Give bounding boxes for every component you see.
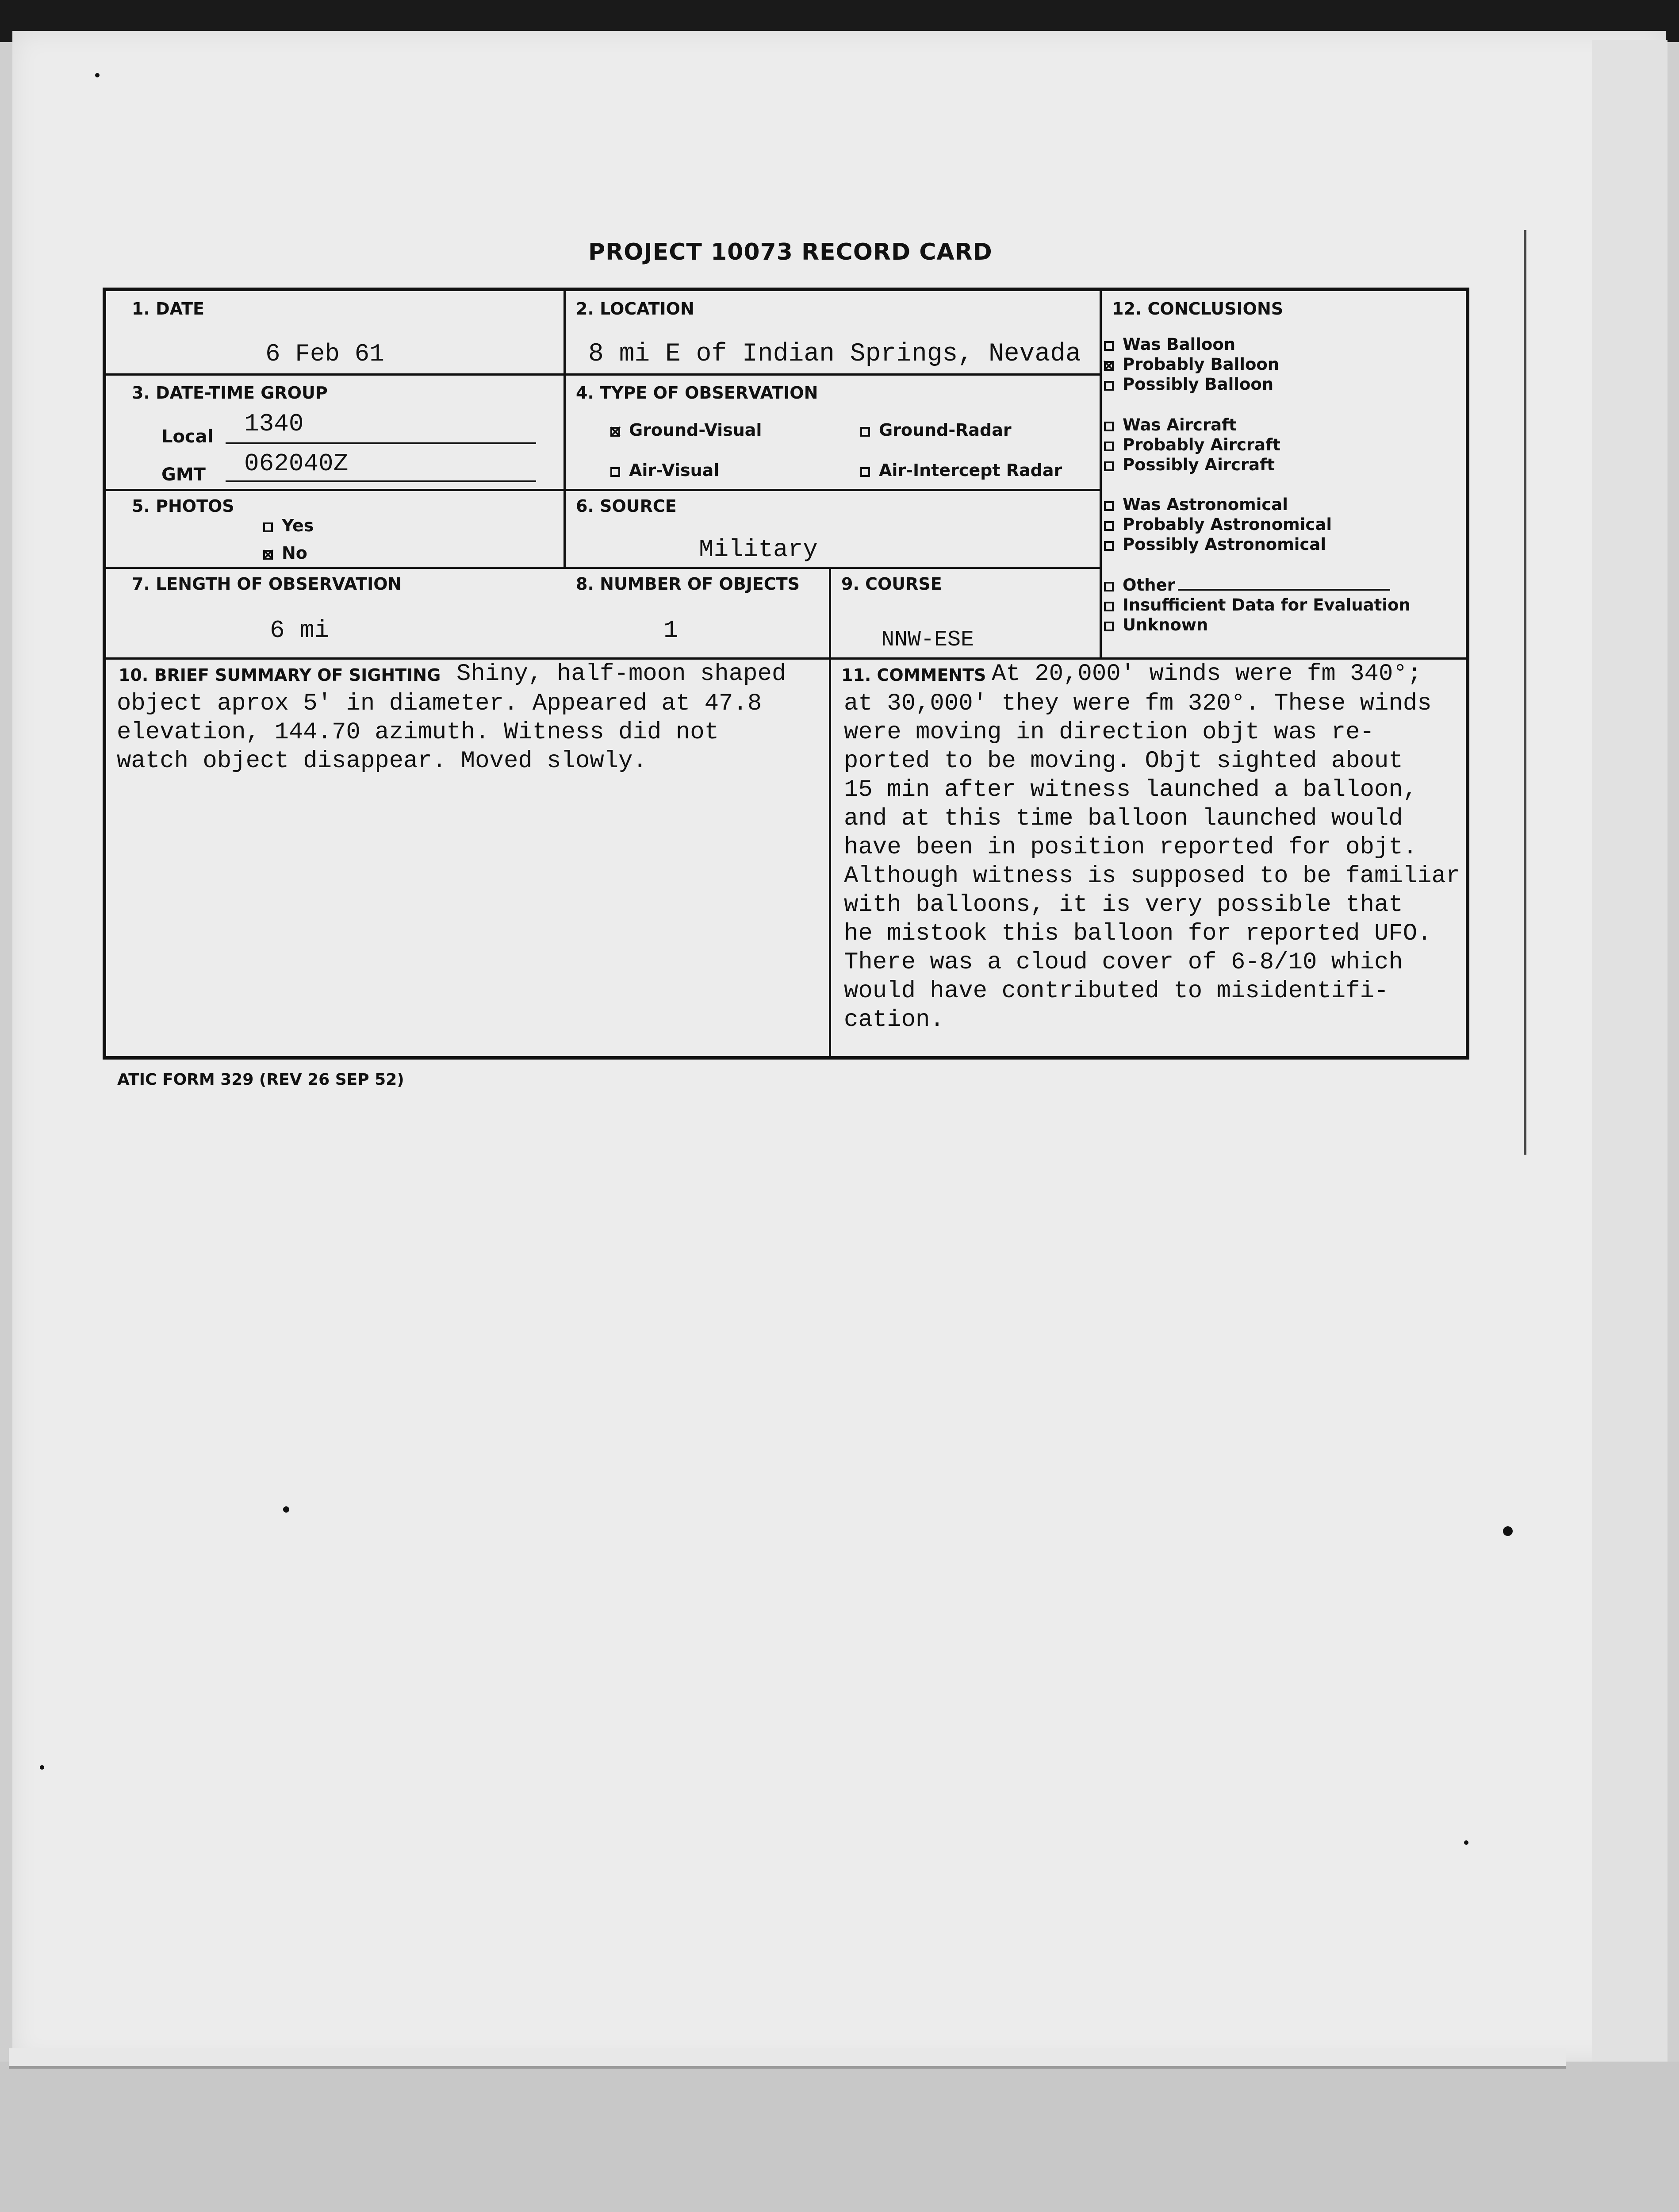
comments-line: There was a cloud cover of 6-8/10 which: [844, 949, 1403, 976]
location-label: 2. LOCATION: [576, 299, 694, 319]
checkbox-icon: [263, 522, 273, 532]
column-divider: [564, 291, 566, 568]
brief-summary-first-line: Shiny, half-moon shaped: [456, 661, 786, 687]
conclusion-option: Probably Aircraft: [1123, 435, 1280, 454]
gmt-line: [226, 480, 536, 482]
conclusion-option: Unknown: [1123, 615, 1208, 634]
brief-summary-line: elevation, 144.70 azimuth. Witness did not: [117, 719, 719, 746]
scan-speck: [1464, 1840, 1468, 1845]
checkbox-icon: [1104, 422, 1114, 431]
checkbox-icon: [1104, 501, 1114, 511]
brief-summary-text: [117, 689, 762, 776]
checkbox-checked-icon: [610, 427, 620, 437]
conclusion-option: Insufficient Data for Evaluation: [1123, 595, 1411, 614]
scan-speck: [1503, 1526, 1513, 1536]
observation-air-intercept-radar: [860, 461, 1062, 480]
local-time-value: 1340: [244, 410, 304, 438]
comments-line: and at this time balloon launched would: [844, 805, 1403, 832]
conclusion-option: Was Balloon: [1123, 335, 1236, 354]
comments-line: with balloons, it is very possible that: [844, 891, 1403, 918]
row-divider: [106, 567, 1100, 569]
length-of-observation-value: 6 mi: [270, 616, 330, 645]
comments-label: 11. COMMENTS: [841, 665, 986, 685]
card-title: PROJECT 10073 RECORD CARD: [588, 239, 993, 265]
location-value: 8 mi E of Indian Springs, Nevada: [588, 340, 1081, 369]
record-card-form: [103, 288, 1469, 1060]
local-time-line: [226, 442, 536, 444]
comments-line: would have contributed to misidentifi-: [844, 978, 1389, 1005]
scan-speck: [95, 73, 100, 77]
form-footer: ATIC FORM 329 (REV 26 SEP 52): [117, 1071, 404, 1089]
conclusion-option: Probably Balloon: [1123, 355, 1280, 374]
comments-first-line: At 20,000' winds were fm 340°;: [992, 661, 1422, 687]
length-of-observation-label: 7. LENGTH OF OBSERVATION: [132, 574, 402, 594]
comments-line: cation.: [844, 1006, 944, 1033]
option-label: No: [282, 543, 307, 563]
brief-summary-label: 10. BRIEF SUMMARY OF SIGHTING: [119, 665, 441, 685]
option-label: Air-Intercept Radar: [879, 461, 1062, 480]
checkbox-icon: [860, 427, 870, 437]
comments-line: have been in position reported for objt.: [844, 834, 1418, 861]
option-label: Ground-Radar: [879, 420, 1012, 440]
row-divider: [106, 657, 1467, 660]
checkbox-checked-icon: [1104, 361, 1114, 371]
option-label: Yes: [282, 516, 314, 535]
checkbox-icon: [1104, 582, 1114, 591]
conclusions-group-other: [1104, 575, 1411, 635]
course-label: 9. COURSE: [841, 574, 942, 594]
local-time-label: Local: [161, 426, 214, 447]
brief-summary-line: watch object disappear. Moved slowly.: [117, 748, 647, 775]
column-divider: [829, 567, 831, 1058]
scan-speck: [40, 1765, 44, 1770]
column-divider: [1100, 291, 1102, 658]
option-label: Air-Visual: [629, 461, 720, 480]
conclusions-group-aircraft: [1104, 415, 1280, 475]
conclusions-group-balloon: [1104, 334, 1279, 394]
checkbox-icon: [1104, 622, 1114, 631]
conclusion-option: Possibly Aircraft: [1123, 455, 1275, 474]
other-blank-line: [1178, 589, 1390, 591]
checkbox-checked-icon: [263, 550, 273, 560]
comments-text: [844, 689, 1460, 1034]
margin-rule: [1524, 230, 1526, 1155]
conclusion-option: Possibly Astronomical: [1123, 535, 1326, 554]
date-time-group-label: 3. DATE-TIME GROUP: [132, 383, 328, 403]
checkbox-icon: [1104, 442, 1114, 451]
gmt-label: GMT: [161, 465, 206, 485]
course-value: NNW-ESE: [881, 627, 974, 653]
comments-line: were moving in direction objt was re-: [844, 719, 1374, 746]
source-label: 6. SOURCE: [576, 496, 677, 516]
number-of-objects-value: 1: [663, 616, 678, 645]
date-value: 6 Feb 61: [265, 340, 384, 368]
observation-ground-radar: [860, 420, 1012, 440]
comments-line: Although witness is supposed to be familiar: [844, 863, 1460, 890]
photos-yes: [263, 516, 314, 535]
gmt-value: 062040Z: [244, 449, 349, 478]
number-of-objects-label: 8. NUMBER OF OBJECTS: [576, 574, 800, 594]
comments-line: 15 min after witness launched a balloon,: [844, 776, 1418, 803]
paper-shadow: [1592, 40, 1668, 2062]
checkbox-icon: [1104, 602, 1114, 611]
scan-speck: [283, 1506, 289, 1513]
date-label: 1. DATE: [132, 299, 204, 319]
conclusions-group-astronomical: [1104, 495, 1332, 554]
observation-air-visual: [610, 461, 719, 480]
photos-label: 5. PHOTOS: [132, 496, 234, 516]
scan-background: [0, 2062, 1679, 2212]
conclusion-option: Other: [1123, 576, 1175, 595]
conclusion-option: Probably Astronomical: [1123, 515, 1332, 534]
checkbox-icon: [610, 467, 620, 477]
row-divider: [106, 489, 1100, 491]
checkbox-icon: [860, 467, 870, 477]
row-divider: [106, 373, 1100, 376]
type-of-observation-label: 4. TYPE OF OBSERVATION: [576, 383, 818, 403]
comments-line: ported to be moving. Objt sighted about: [844, 748, 1403, 775]
brief-summary-line: object aprox 5' in diameter. Appeared at 47.8: [117, 690, 762, 717]
conclusion-option: Was Astronomical: [1123, 495, 1288, 514]
checkbox-icon: [1104, 541, 1114, 551]
option-label: Ground-Visual: [629, 420, 762, 440]
checkbox-icon: [1104, 341, 1114, 351]
photos-no: [263, 543, 307, 563]
observation-ground-visual: [610, 420, 762, 440]
conclusion-option: Possibly Balloon: [1123, 375, 1274, 394]
comments-line: he mistook this balloon for reported UFO.: [844, 920, 1432, 947]
conclusion-option: Was Aircraft: [1123, 415, 1237, 434]
checkbox-icon: [1104, 521, 1114, 531]
source-value: Military: [699, 535, 818, 564]
checkbox-icon: [1104, 381, 1114, 391]
comments-line: at 30,000' they were fm 320°. These winds: [844, 690, 1432, 717]
paper-bottom-edge: [9, 2048, 1566, 2069]
checkbox-icon: [1104, 461, 1114, 471]
conclusions-label: 12. CONCLUSIONS: [1112, 299, 1284, 319]
